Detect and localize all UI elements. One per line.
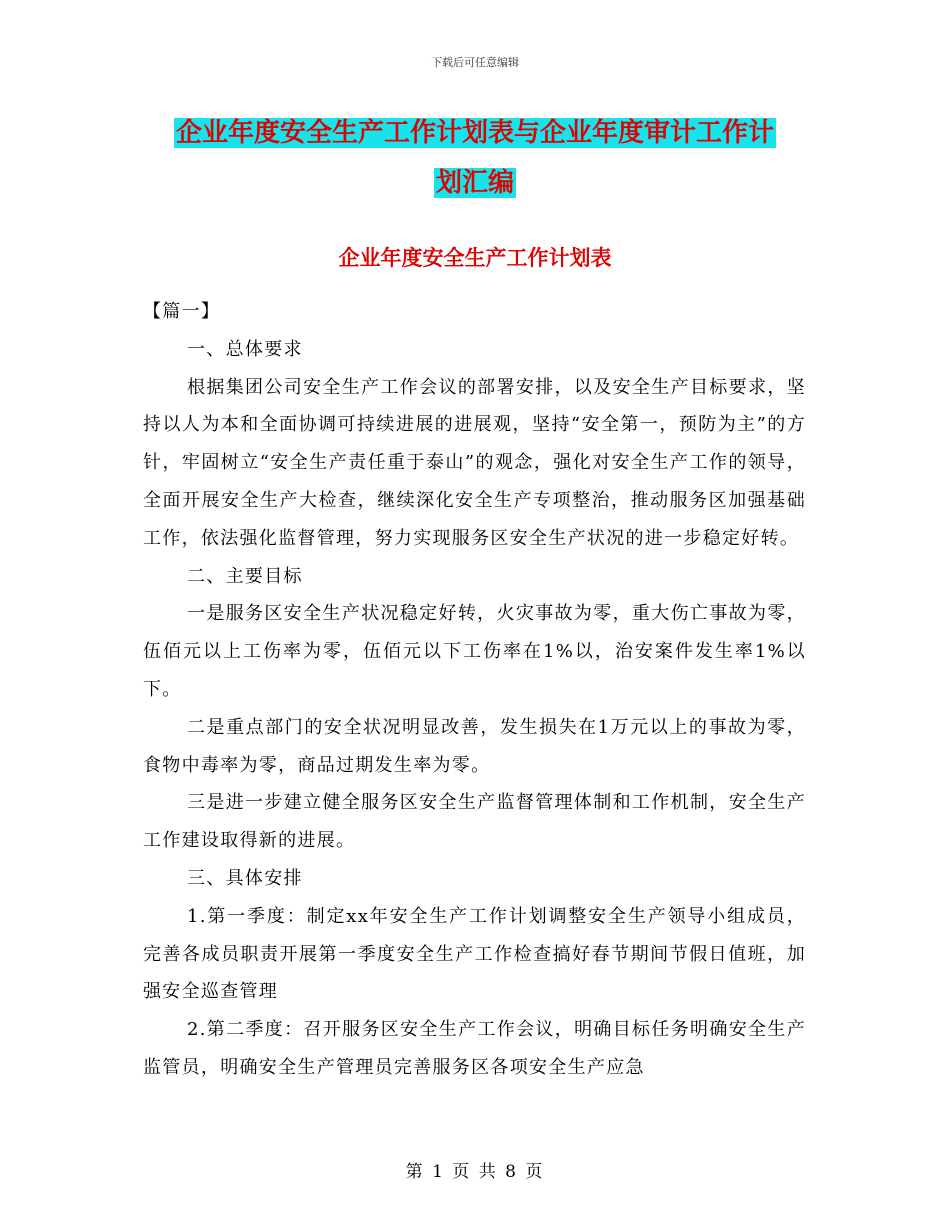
heading-general-requirements: 一、总体要求 [187, 338, 303, 360]
document-title [145, 108, 805, 208]
heading-main-goals: 二、主要目标 [187, 565, 303, 587]
paragraph: 三是进一步建立健全服务区安全生产监督管理体制和工作机制，安全生产工作建设取得新的进展。 [143, 792, 806, 852]
section-title: 企业年度安全生产工作计划表 [338, 245, 612, 270]
paragraph: 二是重点部门的安全状况明显改善，发生损失在1万元以上的事故为零，食物中毒率为零，商品过期发生率为零。 [143, 716, 806, 776]
paragraph-part-label: 【篇一】 [143, 301, 221, 322]
heading-specific-arrangements: 三、具体安排 [187, 867, 303, 889]
header-note: 下载后可任意编辑 [431, 56, 519, 69]
page-number: 第 1 页 共 8 页 [405, 1162, 545, 1182]
paragraph: 一是服务区安全生产状况稳定好转，火灾事故为零，重大伤亡事故为零，伍佰元以上工伤率为零，伍佰元以下工伤率在1%以，治安案件发生率1%以下。 [143, 603, 806, 700]
document-title-line-2: 划汇编 [435, 168, 514, 198]
paragraph: 根据集团公司安全生产工作会议的部署安排，以及安全生产目标要求，坚持以人为本和全面协调可持续进展的进展观，坚持“安全第一，预防为主”的方针，牢固树立“安全生产责任重于泰山”的观念，强化对安全生产工作的领导，全面开展安全生产大检查，继续深化安全生产专项整治，推动服务区加强基础工作，依法强化监督管理，努力实现服务区安全生产状况的进一步稳定好转。 [143, 376, 806, 549]
body-text [143, 293, 806, 1087]
paragraph: 2.第二季度：召开服务区安全生产工作会议，明确目标任务明确安全生产监管员，明确安全生产管理员完善服务区各项安全生产应急 [143, 1019, 806, 1078]
paragraph: 1.第一季度：制定xx年安全生产工作计划调整安全生产领导小组成员，完善各成员职责开展第一季度安全生产工作检查搞好春节期间节假日值班，加强安全巡查管理 [143, 905, 806, 1003]
document-title-line-1: 企业年度安全生产工作计划表与企业年度审计工作计 [175, 118, 774, 148]
